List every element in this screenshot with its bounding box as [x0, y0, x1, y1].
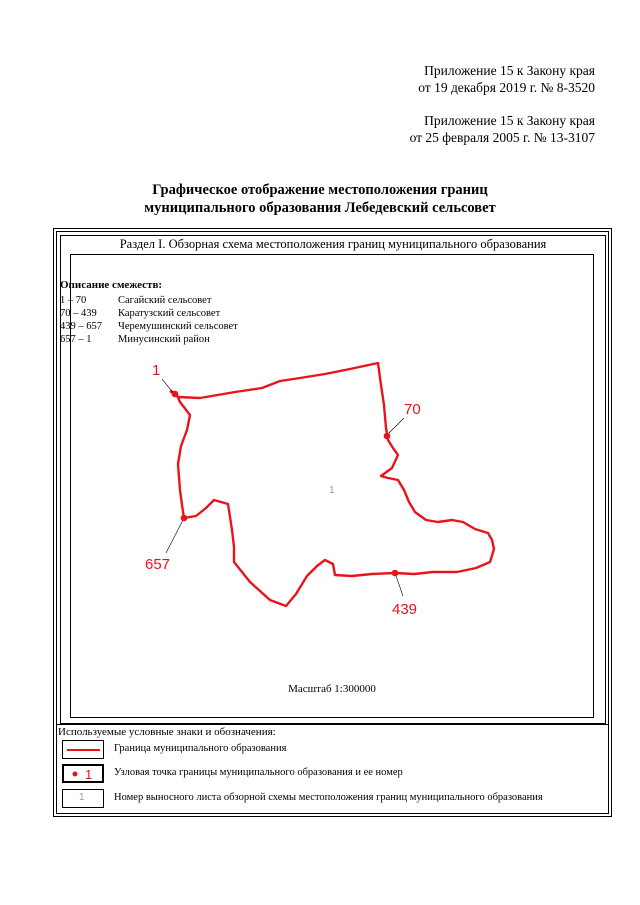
legend-item-node [62, 764, 605, 783]
appendix-line-1: Приложение 15 к Закону края [424, 63, 595, 78]
node-label-657: 657 [145, 556, 171, 573]
boundary-node-439 [392, 570, 399, 577]
legend-label: Граница муниципального образования [114, 743, 287, 754]
map-scale: Масштаб 1:300000 [288, 683, 376, 695]
legend-title: Используемые условные знаки и обозначения: [58, 726, 276, 738]
appendix-line-2: от 19 декабря 2019 г. № 8-3520 [418, 80, 595, 95]
boundary-node-657 [181, 515, 188, 522]
legend-label: Номер выносного листа обзорной схемы местоположения границ муниципального образования [114, 792, 543, 803]
sheet-number: 1 [329, 485, 335, 496]
adjacency-range: 1 – 70 [60, 295, 87, 306]
boundary-node-1 [172, 391, 179, 398]
appendix-line-3: Приложение 15 к Закону края [424, 113, 595, 128]
boundary-node-70 [384, 433, 391, 440]
node-label-1: 1 [152, 362, 161, 379]
svg-text:1: 1 [85, 767, 93, 781]
legend-separator [56, 724, 609, 725]
red-line-icon [63, 741, 103, 758]
adjacency-range: 70 – 439 [60, 308, 97, 319]
node-point-symbol [62, 764, 104, 783]
node-label-439: 439 [392, 601, 418, 618]
adjacency-range: 439 – 657 [60, 321, 102, 332]
node-label-70: 70 [404, 401, 421, 418]
sheet-number-symbol [62, 789, 104, 808]
title-line-1: Графическое отображение местоположения границ [152, 182, 488, 198]
legend-item-boundary [62, 740, 605, 759]
title-line-2: муниципального образования Лебедевский сельсовет [144, 200, 496, 216]
legend-label: Узловая точка границы муниципального образования и ее номер [114, 767, 403, 778]
point-leader-657 [166, 518, 184, 553]
sheet-number-sample: 1 [79, 792, 85, 803]
adjacency-neighbor: Каратузский сельсовет [118, 308, 221, 319]
adjacency-heading: Описание смежеств: [60, 279, 163, 291]
red-dot-icon [64, 766, 102, 781]
point-leader-70 [387, 418, 404, 435]
point-leader-439 [395, 573, 403, 596]
adjacency-range: 657 – 1 [60, 334, 92, 345]
adjacency-neighbor: Минусинский район [118, 334, 210, 345]
section-title: Раздел I. Обзорная схема местоположения границ муниципального образования [119, 237, 547, 251]
legend-item-sheet [62, 789, 605, 808]
appendix-line-4: от 25 февраля 2005 г. № 13-3107 [409, 130, 595, 145]
adjacency-neighbor: Черемушинский сельсовет [118, 321, 238, 332]
boundary-line-symbol [62, 740, 104, 759]
adjacency-neighbor: Сагайский сельсовет [118, 295, 212, 306]
